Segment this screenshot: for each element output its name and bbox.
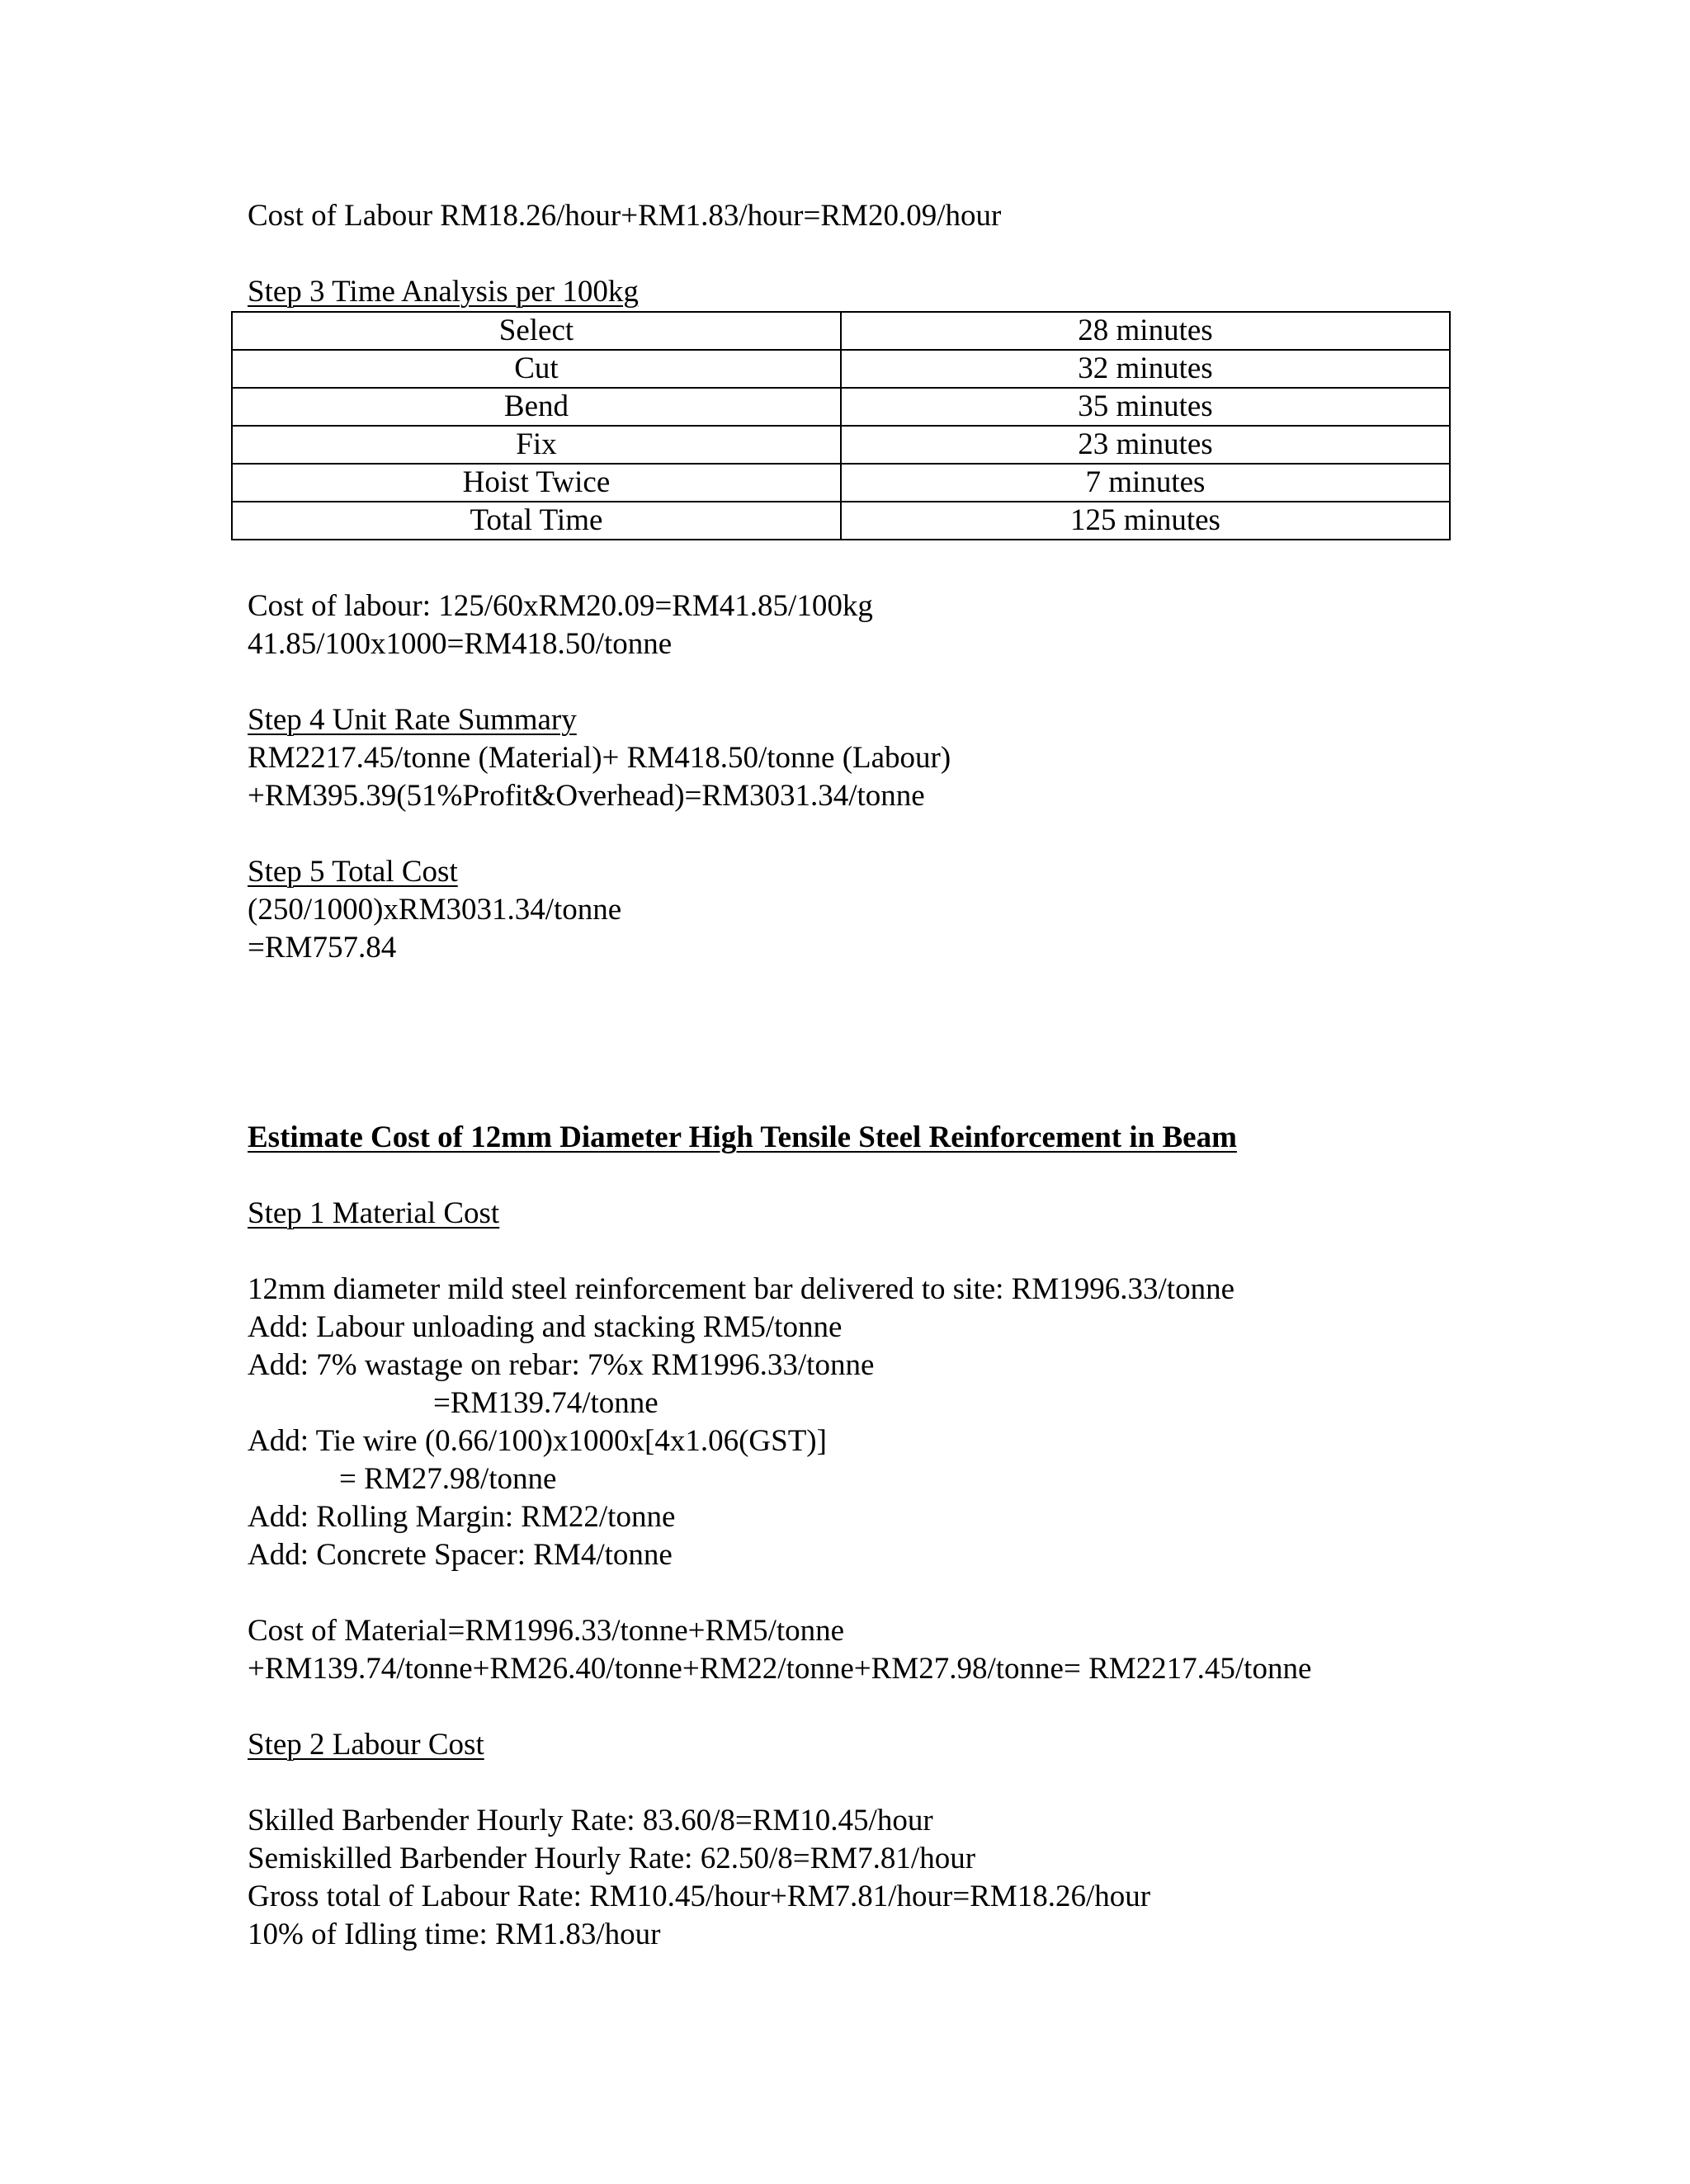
step4-heading: Step 4 Unit Rate Summary [248, 703, 577, 737]
labour-line: Skilled Barbender Hourly Rate: 83.60/8=RM10.45/hour [248, 1804, 933, 1837]
table-row [232, 388, 1450, 426]
material-line: Add: 7% wastage on rebar: 7%x RM1996.33/tonne [248, 1348, 875, 1382]
material-line: Add: Labour unloading and stacking RM5/tonne [248, 1310, 843, 1344]
task-cell: Select [232, 312, 841, 350]
labour-total-line: Cost of Labour RM18.26/hour+RM1.83/hour=RM20.09/hour [248, 199, 1002, 233]
step3-heading: Step 3 Time Analysis per 100kg [248, 275, 639, 309]
time-cell: 32 minutes [841, 350, 1450, 388]
material-line: = RM27.98/tonne [339, 1462, 557, 1496]
table-row [232, 350, 1450, 388]
step3-cost-line-2: 41.85/100x1000=RM418.50/tonne [248, 627, 673, 661]
material-line: Add: Rolling Margin: RM22/tonne [248, 1500, 676, 1534]
step5-line-1: (250/1000)xRM3031.34/tonne [248, 893, 622, 927]
material-line: =RM139.74/tonne [433, 1386, 659, 1420]
labour-line: Gross total of Labour Rate: RM10.45/hour+RM7.81/hour=RM18.26/hour [248, 1880, 1151, 1913]
labour-line: Semiskilled Barbender Hourly Rate: 62.50/8=RM7.81/hour [248, 1842, 976, 1875]
task-cell: Fix [232, 426, 841, 464]
time-cell: 35 minutes [841, 388, 1450, 426]
time-cell: 7 minutes [841, 464, 1450, 502]
task-cell: Hoist Twice [232, 464, 841, 502]
task-cell: Bend [232, 388, 841, 426]
step2-heading: Step 2 Labour Cost [248, 1728, 484, 1762]
time-analysis-table [231, 311, 1451, 540]
step5-heading: Step 5 Total Cost [248, 855, 458, 889]
step5-line-2: =RM757.84 [248, 931, 397, 965]
section-title: Estimate Cost of 12mm Diameter High Tensile Steel Reinforcement in Beam [248, 1120, 1237, 1154]
material-total-line-1: Cost of Material=RM1996.33/tonne+RM5/tonne [248, 1614, 845, 1648]
table-row [232, 312, 1450, 350]
step1-heading: Step 1 Material Cost [248, 1196, 500, 1230]
time-cell: 28 minutes [841, 312, 1450, 350]
step4-line-2: +RM395.39(51%Profit&Overhead)=RM3031.34/tonne [248, 779, 925, 813]
time-cell: 125 minutes [841, 502, 1450, 540]
table-row [232, 464, 1450, 502]
material-total-line-2: +RM139.74/tonne+RM26.40/tonne+RM22/tonne+RM27.98/tonne= RM2217.45/tonne [248, 1652, 1312, 1686]
table-row [232, 502, 1450, 540]
step4-line-1: RM2217.45/tonne (Material)+ RM418.50/tonne (Labour) [248, 741, 951, 775]
task-cell: Cut [232, 350, 841, 388]
task-cell: Total Time [232, 502, 841, 540]
labour-line: 10% of Idling time: RM1.83/hour [248, 1917, 661, 1951]
table-row [232, 426, 1450, 464]
time-cell: 23 minutes [841, 426, 1450, 464]
step3-cost-line-1: Cost of labour: 125/60xRM20.09=RM41.85/100kg [248, 589, 873, 623]
material-line: Add: Tie wire (0.66/100)x1000x[4x1.06(GST)] [248, 1424, 827, 1458]
material-line: Add: Concrete Spacer: RM4/tonne [248, 1538, 673, 1572]
material-line: 12mm diameter mild steel reinforcement bar delivered to site: RM1996.33/tonne [248, 1272, 1235, 1306]
